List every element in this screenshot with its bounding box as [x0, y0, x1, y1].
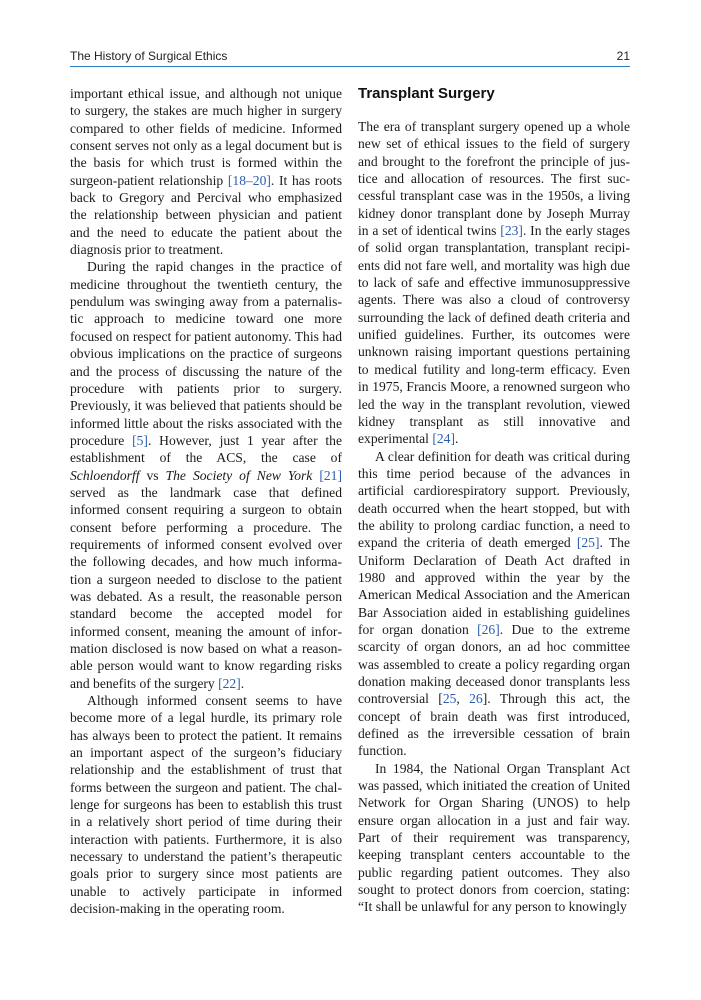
- citation-link[interactable]: 26: [469, 691, 483, 707]
- text-run: The era of transplant surgery opened up a whole new set of ethical issues to the field of surgery and brought to the forefront the principle of justice and allocation of resources. The first successful transplant case was in the 1950s, a living kidney donor transplant done by Joseph Murray in a set of identical twins: [358, 119, 630, 239]
- paragraph: [70, 258, 342, 692]
- citation-link[interactable]: [5]: [132, 432, 148, 448]
- running-header: [70, 47, 630, 67]
- text-run: .: [240, 675, 245, 691]
- text-run: important ethical issue, and although not unique to surgery, the stakes are much higher in surgery compared to other fields of medicine. Informed consent serves not only as a legal document but is the basis for which trust is formed within the surgeon-patient relationship: [70, 86, 342, 188]
- paragraph: [358, 118, 630, 448]
- text-run: ,: [456, 691, 470, 707]
- citation-link[interactable]: [23]: [500, 223, 523, 239]
- running-title: The History of Surgical Ethics: [70, 49, 228, 63]
- case-name: The Society of New York: [165, 467, 313, 483]
- text-run: A clear definition for death was critical during this time period because of the advances in artificial cardiorespiratory support. Previously, death occurred when the heart stopped, but with the ability to prolong cardiac function, a need to expand the criteria of death emerged: [358, 448, 630, 551]
- text-run: . The Uniform Declaration of Death Act drafted in 1980 and approved within the year by the American Medical Association and the American Bar Association aided in establishing guidelines for organ donation: [358, 535, 630, 637]
- citation-link[interactable]: [21]: [319, 467, 342, 483]
- paragraph: In 1984, the National Organ Transplant Act was passed, which initiated the creation of United Network for Organ Sharing (UNOS) to help ensure organ allocation in a just and fair way. Part of their requirement was transparency, keeping transplant centers accountable to the public regarding patient outcomes. They also sought to protect donors from coercion, stating: “It shall be unlawful for any person to knowingly: [358, 760, 630, 915]
- text-run: . It has roots back to Gregory and Percival who emphasized the relationship between physician and patient and the need to educate the patient about the diagnosis prior to treatment.: [70, 172, 342, 258]
- citation-link[interactable]: [18–20]: [227, 172, 271, 188]
- text-run: During the rapid changes in the practice of medicine throughout the twentieth century, the pendulum was swinging away from a paternalistic approach to medicine toward one more focused on respect for patient autonomy. This had obvious implications on the practice of surgeons and the process of discussing the nature of the procedure with patients prior to surgery. Previously, it was believed that patients should be informed little about the risks associated with the procedure: [70, 259, 342, 448]
- paragraph: Although informed consent seems to have become more of a legal hurdle, its primary role has always been to protect the patient. It remains an important aspect of the surgeon’s fiduciary relationship and the establishment of trust that forms between the surgeon and patient. The challenge for surgeons has been to establish this trust in a relatively short period of time during their interaction with patients. Furthermore, it is also necessary to understand the patient’s therapeutic goals prior to surgery since most patients are unable to actively participate in informed decision-making in the operating room.: [70, 693, 342, 917]
- citation-link[interactable]: [22]: [218, 675, 241, 691]
- text-run: served as the landmark case that defined informed consent requiring a surgeon to obtain consent before performing a procedure. The requirements of informed consent evolved over the following decades, and how much information a surgeon needed to disclose to the patient was debated. As a result, the reasonable person standard become the accepted model for informed consent, meaning the amount of information disclosed is now based on what a reasonable person would want to know regarding risks and benefits of the surgery: [70, 484, 342, 691]
- page-number: 21: [616, 49, 630, 63]
- text-run: . However, just 1 year after the establishment of the ACS, the case of: [70, 432, 342, 466]
- citation-link[interactable]: [26]: [477, 621, 500, 637]
- citation-link[interactable]: 25: [442, 691, 457, 707]
- paragraph: [70, 85, 342, 258]
- citation-link[interactable]: [24]: [432, 431, 456, 447]
- text-run: . In the early stages of solid organ transplantation, transplant recipients did not fare well, and mortality was high due to lack of safe and effective immunosuppressive agents. There was also a cloud of controversy surrounding the lack of defined death criteria and unified guidelines. Further, its outcomes were unknown raising important questions pertaining to medical futility and long-term efficacy. Even in 1975, Francis Moore, a renowned surgeon who led the way in the transplant revolution, viewed kidney transplant as still innovative and experimental: [358, 223, 631, 447]
- text-run: .: [455, 431, 459, 447]
- text-run: ]. Through this act, the concept of brain death was first introduced, defined as the irreversible cessation of brain function.: [358, 691, 630, 759]
- left-column: [70, 85, 342, 918]
- paragraph: [358, 448, 630, 760]
- case-name: Schloendorff: [70, 467, 140, 483]
- citation-link[interactable]: [25]: [576, 535, 600, 551]
- right-column: [358, 85, 630, 916]
- header-rule: [70, 66, 630, 67]
- section-heading: Transplant Surgery: [358, 85, 495, 102]
- text-run: . Due to the extreme scarcity of organ donors, an ad hoc committee was assembled to create a policy regarding organ donation making deceased donor transplants less controversial [: [358, 621, 630, 707]
- text-run: vs: [139, 467, 166, 483]
